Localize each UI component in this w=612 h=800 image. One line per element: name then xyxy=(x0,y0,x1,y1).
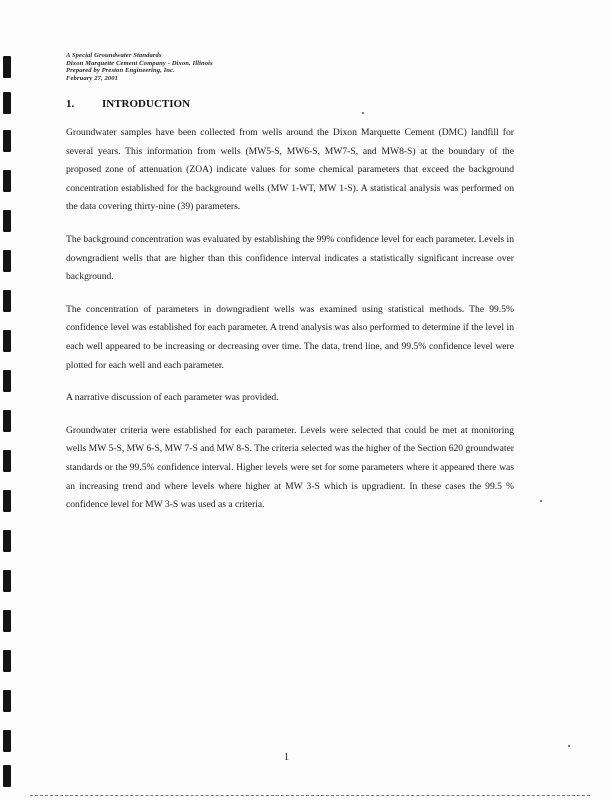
scan-speck xyxy=(540,500,542,502)
punch-mark xyxy=(3,410,11,432)
punch-mark xyxy=(3,370,11,392)
header-line: Dixon Marquette Cement Company - Dixon, Illinois xyxy=(66,59,213,67)
document-header xyxy=(66,52,213,82)
punch-mark xyxy=(3,490,11,512)
punch-mark xyxy=(3,56,11,78)
section-heading xyxy=(66,98,190,110)
punch-mark xyxy=(3,730,11,752)
paragraph: The concentration of parameters in downgradient wells was examined using statistical methods. The 99.5% confidence level was established for each parameter. A trend analysis was also performed to determine if the level in each well appeared to be increasing or decreasing over time. The data, trend line, and 99.5% confidence level were plotted for each well and each parameter. xyxy=(66,303,514,371)
punch-mark xyxy=(3,210,11,232)
punch-mark xyxy=(3,450,11,472)
punch-mark xyxy=(3,330,11,352)
body-text xyxy=(66,124,514,529)
footer-rule xyxy=(30,795,590,796)
section-title: INTRODUCTION xyxy=(102,98,191,110)
punch-mark xyxy=(3,610,11,632)
punch-mark xyxy=(3,650,11,672)
punch-mark xyxy=(3,570,11,592)
paragraph: The background concentration was evaluated by establishing the 99% confidence level for each parameter. Levels in downgradient wells that are higher than this confidence interval indicates a statistically significant increase over background. xyxy=(66,233,514,283)
section-number: 1. xyxy=(66,98,75,110)
paragraph: Groundwater criteria were established for each parameter. Levels were selected that could be met at monitoring wells MW 5-S, MW 6-S, MW 7-S and MW 8-S. The criteria selected was the higher of the Section 620 groundwater standards or the 99.5% confidence interval. Higher levels were set for some parameters where it appeared there was an increasing trend and where levels where higher at MW 3-S which is upgradient. In these cases the 99.5 % confidence level for MW 3-S was used as a criteria. xyxy=(66,424,514,511)
punch-mark xyxy=(3,530,11,552)
scan-speck xyxy=(568,745,570,747)
punch-mark xyxy=(3,690,11,712)
paragraph: A narrative discussion of each parameter was provided. xyxy=(66,392,279,404)
page-number: 1 xyxy=(284,752,289,763)
punch-mark xyxy=(3,170,11,192)
header-date: February 27, 2001 xyxy=(66,74,119,82)
punch-mark xyxy=(3,765,11,787)
punch-mark xyxy=(3,92,11,114)
paragraph: Groundwater samples have been collected from wells around the Dixon Marquette Cement (DMC) landfill for several years. This information from wells (MW5-S, MW6-S, MW7-S, and MW8-S) at the boundary of the proposed zone of attenuation (ZOA) indicate values for some chemical parameters that exceed the background concentration established for the background wells (MW 1-WT, MW 1-S). A statistical analysis was performed on the data covering thirty-nine (39) parameters. xyxy=(66,127,514,213)
punch-mark xyxy=(3,130,11,152)
punch-mark xyxy=(3,250,11,272)
scan-speck xyxy=(362,112,364,114)
header-line: Prepared by Preston Engineering, Inc. xyxy=(66,67,175,75)
punch-mark xyxy=(3,290,11,312)
header-line: A Special Groundwater Standards xyxy=(66,52,162,59)
